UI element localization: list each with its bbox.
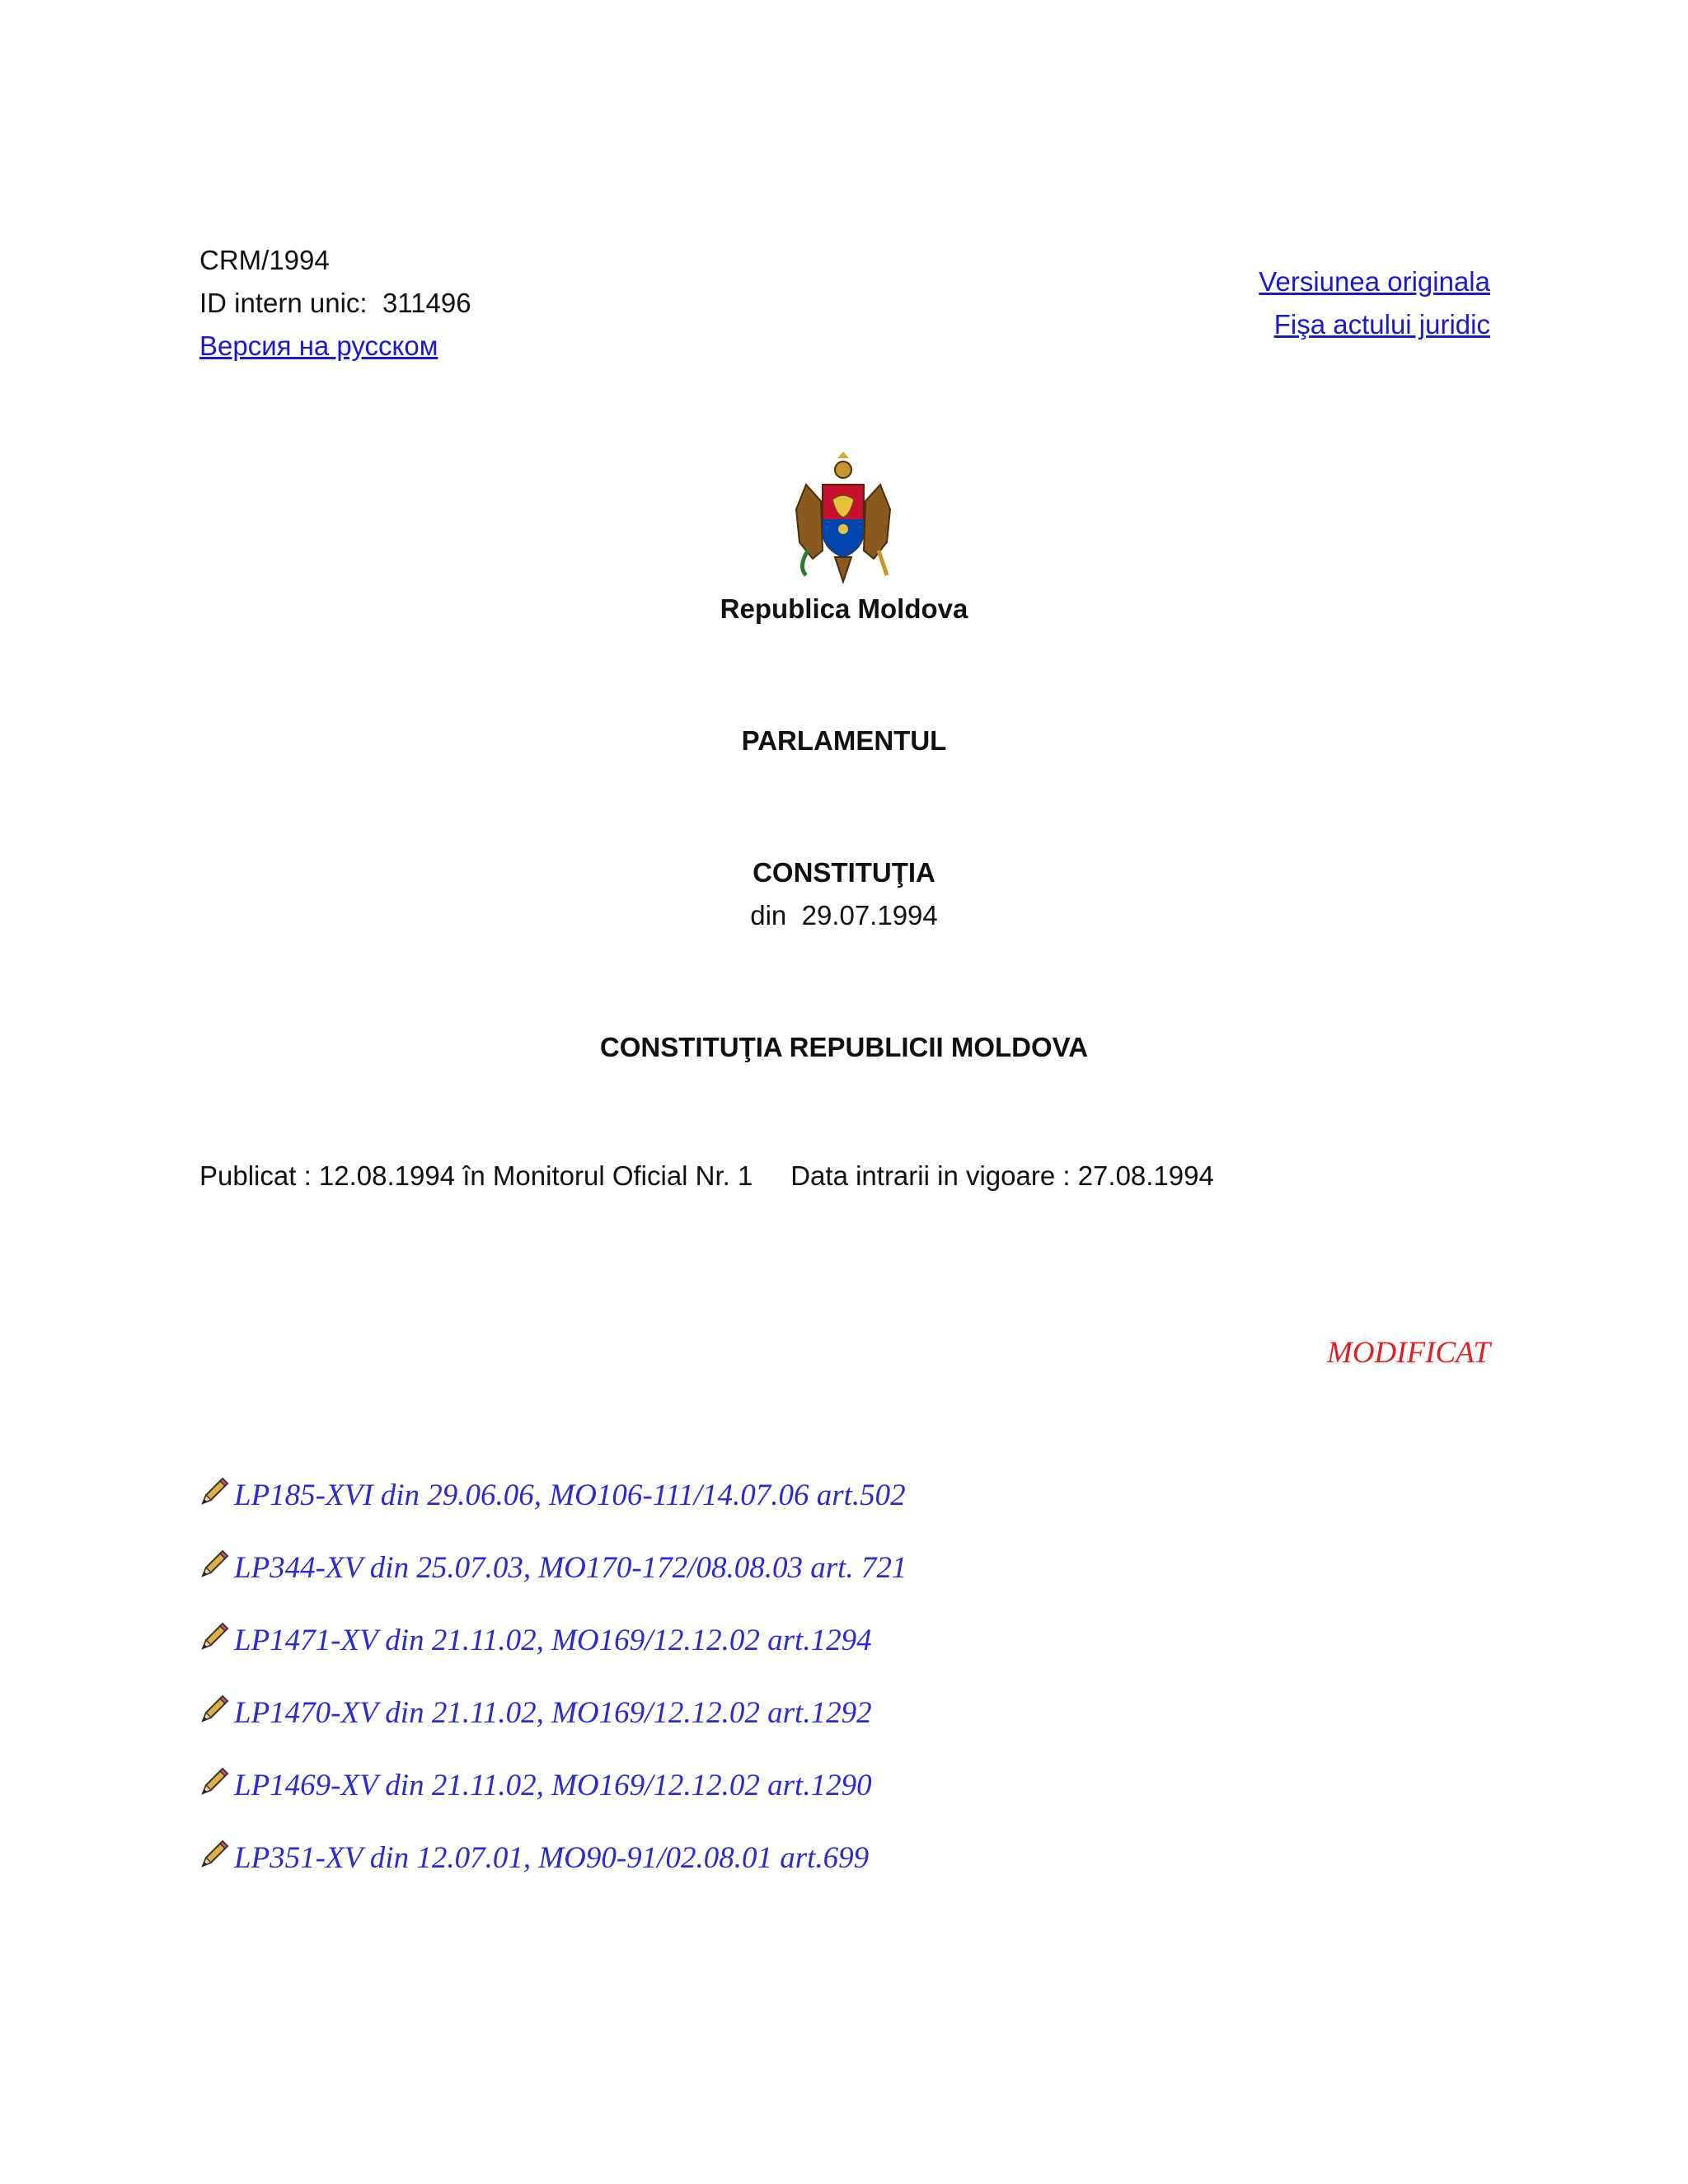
pencil-icon [198,1620,231,1653]
act-type: CONSTITUŢIA [753,857,935,888]
coat-of-arms-icon [790,452,897,583]
pencil-icon [198,1765,231,1798]
amendment-item[interactable] [198,1661,907,1734]
entry-into-force: Data intrarii in vigoare : 27.08.1994 [790,1160,1214,1191]
amendment-link[interactable]: LP1471-XV din 21.11.02, MO169/12.12.02 art.1294 [234,1624,872,1657]
amendment-link[interactable]: LP344-XV din 25.07.03, MO170-172/08.08.03 art. 721 [234,1551,907,1585]
pencil-icon [198,1475,231,1508]
russian-version-link[interactable]: Версия на русском [199,330,438,361]
internal-id [199,282,471,325]
amendment-link[interactable]: LP1470-XV din 21.11.02, MO169/12.12.02 art.1292 [234,1696,872,1730]
pencil-icon [198,1548,231,1581]
amendment-link[interactable]: LP185-XVI din 29.06.06, MO106-111/14.07.06 art.502 [234,1479,906,1512]
act-date: din 29.07.1994 [750,900,938,930]
country-name: Republica Moldova [720,593,968,624]
internal-id-value: 311496 [382,288,471,318]
amendment-item[interactable] [198,1734,907,1807]
issuer-name: PARLAMENTUL [741,725,947,756]
amendment-link[interactable]: LP351-XV din 12.07.01, MO90-91/02.08.01 art.699 [234,1841,870,1875]
amendment-item[interactable] [198,1444,907,1516]
publication-date: Publicat : 12.08.1994 în Monitorul Oficial Nr. 1 [199,1160,753,1191]
pencil-icon [198,1838,231,1871]
amendment-item[interactable] [198,1516,907,1589]
internal-id-label: ID intern unic: [199,288,368,318]
amendment-item[interactable] [198,1807,907,1879]
pencil-icon [198,1693,231,1726]
status-modified: MODIFICAT [1327,1336,1490,1370]
amendments-list [198,1444,907,1879]
document-links [1259,260,1490,346]
act-title: CONSTITUŢIA REPUBLICII MOLDOVA [599,1032,1089,1062]
original-version-link[interactable]: Versiunea originala [1259,266,1490,297]
publication-info [199,1160,1214,1192]
legal-act-sheet-link[interactable]: Fişa actului juridic [1273,309,1490,340]
amendment-item[interactable] [198,1589,907,1661]
document-code: CRM/1994 [199,245,330,275]
amendment-link[interactable]: LP1469-XV din 21.11.02, MO169/12.12.02 art.1290 [234,1769,872,1802]
document-meta [199,239,471,368]
